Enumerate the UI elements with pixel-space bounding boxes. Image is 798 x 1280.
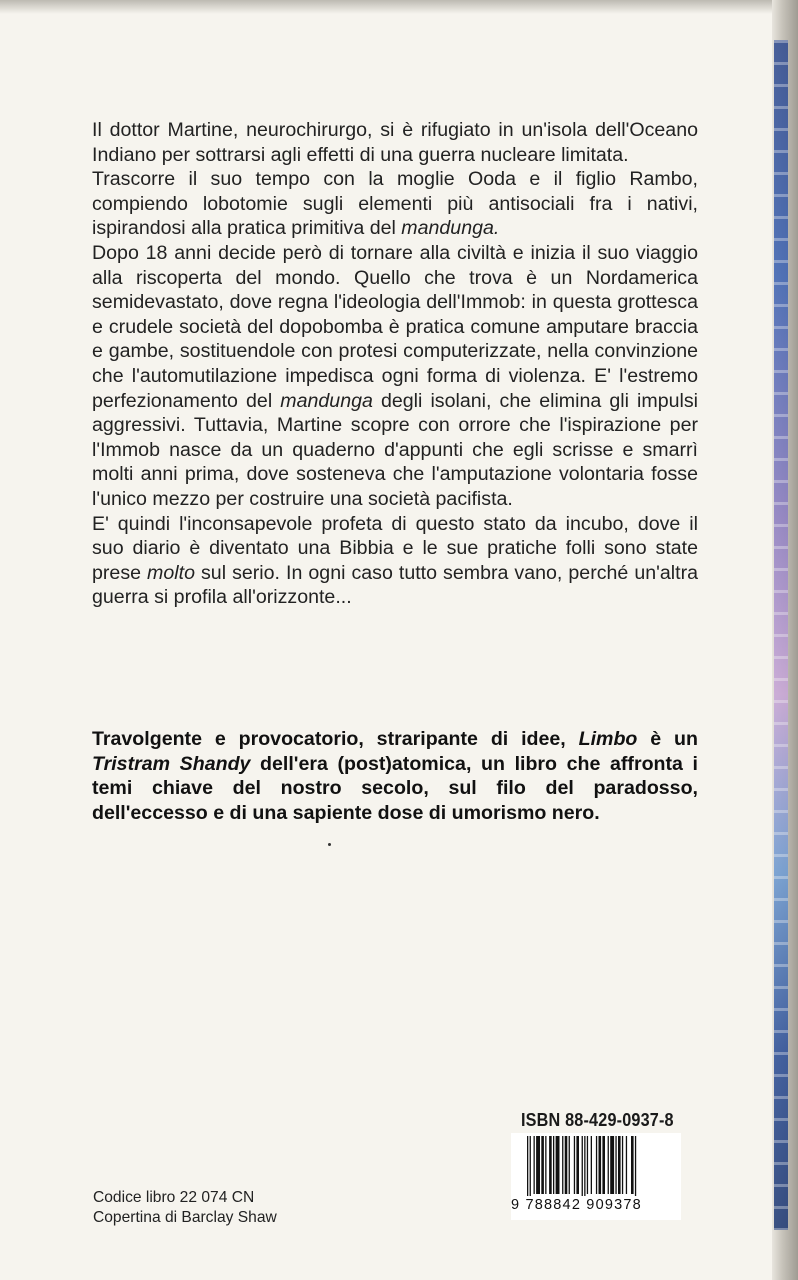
punchline-text <box>92 727 698 825</box>
blurb-paragraph-2 <box>92 167 698 241</box>
barcode-bar <box>622 1136 623 1194</box>
barcode-bar <box>545 1136 546 1194</box>
barcode-bar <box>574 1136 575 1194</box>
blurb-p2-text: Trascorre il suo tempo con la moglie Ooda e il figlio Rambo, compiendo lobotomie sugli elementi più antisociali fra i nativi, ispirandosi alla pratica primitiva del <box>92 168 698 240</box>
cover-credit: Copertina di Barclay Shaw <box>93 1209 277 1226</box>
barcode-bar <box>635 1136 636 1196</box>
isbn-label: ISBN 88-429-0937-8 <box>521 1110 674 1130</box>
barcode-digits: 9 788842 909378 <box>511 1197 642 1213</box>
punchline-text-b: è un <box>637 728 698 750</box>
barcode-bar <box>599 1136 602 1194</box>
blurb-p1-text: Il dottor Martine, neurochirurgo, si è rifugiato in un'isola dell'Oceano Indiano per sottrarsi agli effetti di una guerra nucleare limitata. <box>92 119 698 166</box>
barcode-bar <box>615 1136 616 1194</box>
blurb-p4-italic: molto <box>147 561 195 584</box>
barcode-bar <box>618 1136 621 1194</box>
barcode-bar <box>534 1136 535 1194</box>
barcode-bar <box>596 1136 597 1194</box>
barcode-bar <box>541 1136 544 1194</box>
barcode <box>511 1133 681 1220</box>
barcode-bar <box>565 1136 568 1194</box>
cover-art-strip <box>774 40 788 1230</box>
blurb-paragraph-4 <box>92 512 698 610</box>
blurb-p3-text-b: degli isolani, che elimina gli impulsi aggressivi. Tuttavia, Martine scopre con orrore che l'ispirazione per l'Immob nasce da un quaderno d'appunti che egli scrisse e smarrì molti anni prima, dove sosteneva che l'amputazione volontaria fosse l'unico mezzo per costruire una società pacifista. <box>92 389 699 510</box>
blurb-p4-text-a: E' quindi l'inconsapevole profeta di questo stato da incubo, dove il suo diario è diventato una Bibbia e le sue pratiche folli sono state prese <box>92 512 698 584</box>
barcode-bar <box>626 1136 627 1194</box>
barcode-bar <box>576 1136 579 1194</box>
blurb-text <box>92 118 698 610</box>
barcode-bar <box>569 1136 570 1194</box>
barcode-bar <box>591 1136 592 1194</box>
blurb-p3-text-a: Dopo 18 anni decide però di tornare alla civiltà e inizia il suo viaggio alla riscoperta del mondo. Quello che trova è un Nordamerica semidevastato, dove regna l'ideologia dell'Immob: in questa grottesca e crudele società del dopobomba è pratica comune amputare braccia e gambe, sostituendole con protesi computerizzate, nella convinzione che l'automutilazione impedisca ogni forma di violenza. E' l'estremo perfezionamento del <box>92 241 698 412</box>
barcode-bar <box>527 1136 528 1196</box>
ink-speck <box>328 843 331 846</box>
punchline-text-c: dell'era (post)atomica, un libro che affronta i temi chiave del nostro secolo, sul filo del paradosso, dell'eccesso e di una sapiente dose di umorismo nero. <box>92 752 698 824</box>
blurb-p4-text-b: sul serio. In ogni caso tutto sembra vano, perché un'altra guerra si profila all'orizzonte... <box>92 561 698 609</box>
book-code: Codice libro 22 074 CN <box>93 1189 255 1206</box>
blurb-p3-italic: mandunga <box>280 389 373 412</box>
top-edge-shadow <box>0 0 798 14</box>
barcode-bar <box>549 1136 552 1194</box>
barcode-bar <box>631 1136 634 1194</box>
barcode-bar <box>530 1136 531 1196</box>
blurb-p2-italic: mandunga. <box>401 217 500 240</box>
barcode-bar <box>587 1136 588 1194</box>
punchline-title-tristram: Tristram Shandy <box>92 752 251 775</box>
barcode-bar <box>562 1136 563 1194</box>
barcode-bar <box>556 1136 560 1194</box>
barcode-bar <box>602 1136 605 1194</box>
credits <box>93 1188 277 1228</box>
barcode-bar <box>553 1136 554 1194</box>
barcode-bar <box>582 1136 583 1196</box>
barcode-bar <box>608 1136 609 1194</box>
barcode-bar <box>610 1136 614 1194</box>
blurb-paragraph-1 <box>92 118 698 167</box>
barcode-bars <box>525 1136 675 1196</box>
punchline-text-a: Travolgente e provocatorio, straripante di idee, <box>92 728 579 750</box>
barcode-bar <box>536 1136 540 1194</box>
punchline-title-limbo: Limbo <box>578 728 638 750</box>
barcode-bar <box>584 1136 585 1196</box>
blurb-paragraph-3 <box>92 241 698 512</box>
